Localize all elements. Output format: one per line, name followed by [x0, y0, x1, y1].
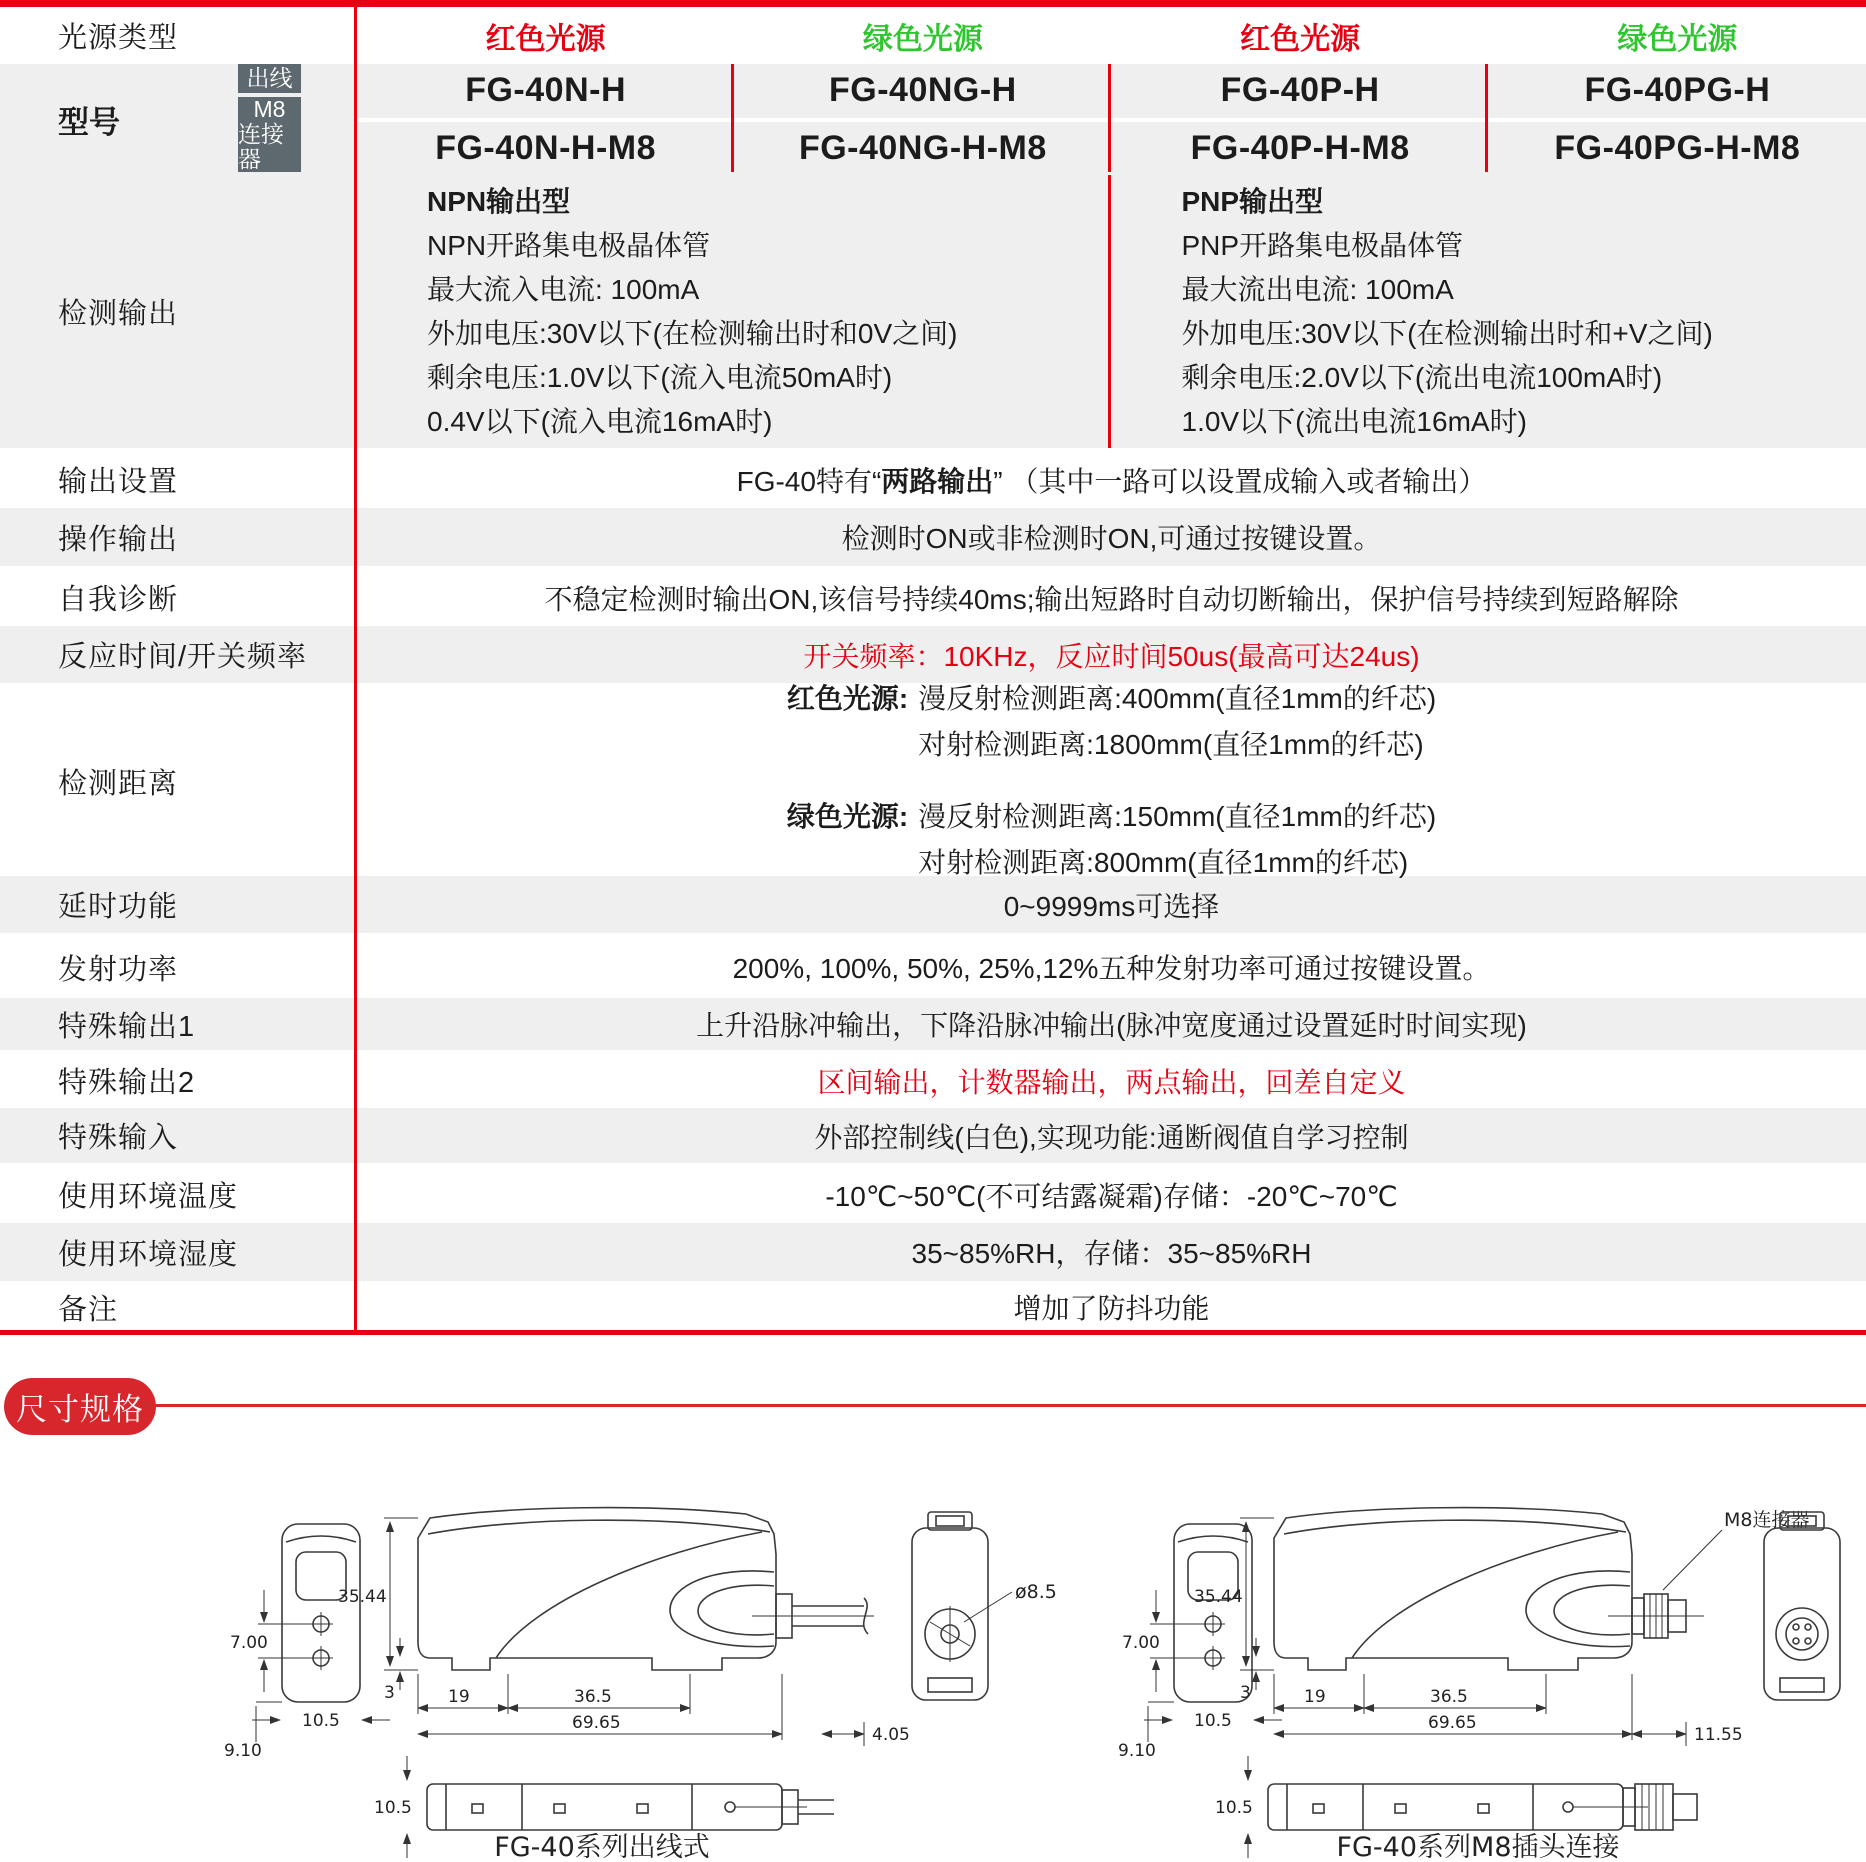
- row-special-output2: [0, 1053, 1866, 1108]
- row-value: -10℃~50℃(不可结露凝霜)存储：-20℃~70℃: [825, 1180, 1398, 1212]
- model-tags: [238, 64, 301, 172]
- col-header-green-2: 绿色光源: [1617, 22, 1738, 56]
- model-fg40p-h: FG-40P-H: [1220, 71, 1380, 110]
- tag-m8-line2: 连接器: [238, 121, 284, 172]
- model-row-cable: [357, 64, 1866, 118]
- model-row-m8: [357, 122, 1866, 176]
- row-label: 光源类型: [58, 22, 179, 54]
- row-label: 自我诊断: [58, 584, 179, 616]
- dim-total-length: 69.65: [572, 1713, 621, 1733]
- os-pre: FG-40特有“: [736, 465, 882, 497]
- pnp-line: 最大流出电流: 100mA: [1181, 273, 1454, 305]
- row-models: [0, 64, 1866, 175]
- row-value: [357, 451, 1866, 508]
- distance-values: [357, 683, 1866, 878]
- row-value: 200%, 100%, 50%, 25%,12%五种发射功率可通过按键设置。: [732, 953, 1491, 984]
- dim-bottom-width: 10.5: [1215, 1798, 1253, 1818]
- row-label: 反应时间/开关频率: [58, 641, 308, 673]
- tag-m8-line1: M8: [253, 96, 286, 122]
- side-view: [1274, 1508, 1704, 1670]
- side-view-dimensions: [1194, 1509, 1809, 1746]
- dim-connector-length: 11.55: [1694, 1725, 1743, 1745]
- npn-line: 剩余电压:1.0V以下(流入电流50mA时): [427, 361, 893, 393]
- dim-19: 19: [448, 1687, 470, 1707]
- dim-body-height: 35.44: [1194, 1587, 1243, 1607]
- row-label: 检测输出: [58, 298, 179, 330]
- row-value: 0~9999ms可选择: [1003, 890, 1220, 922]
- npn-block: [357, 175, 1112, 448]
- model-label: 型号: [58, 105, 120, 140]
- distance-green-line2: 对射检测距离:800mm(直径1mm的纤芯): [918, 847, 1409, 878]
- distance-red-line1: 漫反射检测距离:400mm(直径1mm的纤芯): [918, 683, 1437, 714]
- row-value: 检测时ON或非检测时ON,可通过按键设置。: [841, 523, 1382, 554]
- npn-line: 0.4V以下(流入电流16mA时): [427, 405, 773, 437]
- row-label: 备注: [58, 1293, 119, 1326]
- drawing-caption-m8: FG-40系列M8插头连接: [1336, 1832, 1620, 1862]
- divider-model-col1: [731, 64, 734, 172]
- pnp-line: 剩余电压:2.0V以下(流出电流100mA时): [1181, 361, 1663, 393]
- model-fg40p-h-m8: FG-40P-H-M8: [1190, 128, 1410, 167]
- col-header-green-1: 绿色光源: [862, 22, 983, 56]
- dim-foot-height: 3: [1240, 1683, 1251, 1703]
- m8-connector-label: M8连接器: [1724, 1509, 1810, 1531]
- tag-cable-out: [238, 64, 301, 93]
- pnp-line: PNP开路集电极晶体管: [1181, 229, 1464, 261]
- dim-hole-spacing: 7.00: [230, 1633, 268, 1653]
- row-label: 操作输出: [58, 523, 179, 556]
- drawing-m8-version: [1118, 1472, 1866, 1862]
- npn-line: 最大流入电流: 100mA: [427, 273, 700, 305]
- npn-title: NPN输出型: [427, 185, 571, 217]
- dim-body-height: 35.44: [338, 1587, 387, 1607]
- row-value: 开关频率：10KHz，反应时间50us(最高可达24us): [803, 640, 1420, 672]
- model-fg40pg-h: FG-40PG-H: [1584, 71, 1771, 110]
- model-grid: [357, 64, 1866, 175]
- os-post: ” （其中一路可以设置成输入或者输出）: [993, 465, 1487, 497]
- row-label: 发射功率: [58, 953, 179, 986]
- rear-view: [1764, 1512, 1840, 1700]
- distance-red-label: 红色光源:: [786, 683, 909, 714]
- row-label: 延时功能: [58, 891, 179, 923]
- row-special-output1: [0, 998, 1866, 1053]
- side-view: [418, 1508, 874, 1670]
- row-label: 特殊输入: [58, 1122, 179, 1154]
- side-view-dimensions: [338, 1518, 910, 1746]
- os-bold: 两路输出: [881, 465, 994, 497]
- dim-total-length: 69.65: [1428, 1713, 1477, 1733]
- row-value: 不稳定检测时输出ON,该信号持续40ms;输出短路时自动切断输出，保护信号持续到短路解除: [544, 583, 1679, 615]
- row-value: 区间输出，计数器输出，两点输出，回差自定义: [817, 1066, 1406, 1098]
- pnp-line: 1.0V以下(流出电流16mA时): [1181, 405, 1527, 437]
- dim-hole-diameter: ø8.5: [1015, 1581, 1057, 1603]
- col-header-red-2: 红色光源: [1240, 22, 1361, 56]
- rear-view: [912, 1512, 1057, 1700]
- distance-green-label: 绿色光源:: [786, 801, 909, 832]
- row-light-source: [0, 7, 1866, 64]
- row-detect-distance: [0, 683, 1866, 878]
- dim-365: 36.5: [1430, 1687, 1468, 1707]
- tag-m8-connector: [238, 97, 301, 172]
- dim-bottom-width: 10.5: [374, 1798, 412, 1818]
- distance-green-line1: 漫反射检测距离:150mm(直径1mm的纤芯): [918, 801, 1437, 832]
- row-label: 输出设置: [58, 466, 179, 498]
- row-label: 使用环境湿度: [58, 1238, 239, 1271]
- row-ambient-humidity: [0, 1223, 1866, 1284]
- dim-foot-height: 3: [384, 1683, 395, 1703]
- row-special-input: [0, 1108, 1866, 1166]
- row-output-setting: [0, 451, 1866, 508]
- dim-365: 36.5: [574, 1687, 612, 1707]
- row-label: 特殊输出1: [58, 1010, 196, 1043]
- dim-hole-spacing: 7.00: [1122, 1633, 1160, 1653]
- drawing-caption-cable: FG-40系列出线式: [494, 1832, 710, 1862]
- pnp-title: PNP输出型: [1181, 185, 1324, 217]
- model-label-cell: [0, 64, 357, 175]
- divider-model-col2: [1108, 64, 1111, 172]
- model-fg40pg-h-m8: FG-40PG-H-M8: [1554, 128, 1801, 167]
- tag-cable-text: 出线: [246, 65, 293, 91]
- distance-red-line2: 对射检测距离:1800mm(直径1mm的纤芯): [918, 729, 1424, 760]
- model-fg40ng-h-m8: FG-40NG-H-M8: [798, 128, 1047, 167]
- row-remark: [0, 1284, 1866, 1330]
- dim-front-width: 10.5: [1194, 1711, 1232, 1731]
- row-operate-output: [0, 508, 1866, 569]
- divider-npn-pnp: [1108, 175, 1111, 448]
- dimension-section-badge: 尺寸规格: [4, 1378, 156, 1435]
- front-view: [1118, 1524, 1282, 1761]
- row-detect-output: [0, 175, 1866, 451]
- dim-cable-stub: 4.05: [872, 1725, 910, 1745]
- drawing-cable-version: [222, 1472, 1122, 1862]
- model-fg40n-h-m8: FG-40N-H-M8: [435, 128, 657, 167]
- dim-bottom-offset: 9.10: [1118, 1741, 1156, 1761]
- row-value: 35~85%RH，存储：35~85%RH: [911, 1238, 1312, 1269]
- distance-red: [787, 676, 1436, 768]
- dimension-section-rule: [148, 1404, 1866, 1407]
- divider-model-col3: [1485, 64, 1488, 172]
- front-view: [224, 1524, 390, 1761]
- row-value: 增加了防抖功能: [1013, 1293, 1210, 1324]
- model-fg40n-h: FG-40N-H: [465, 71, 627, 110]
- row-ambient-temperature: [0, 1166, 1866, 1223]
- row-label: 检测距离: [58, 767, 179, 800]
- dim-19: 19: [1304, 1687, 1326, 1707]
- row-label: 使用环境温度: [58, 1181, 239, 1213]
- npn-line: 外加电压:30V以下(在检测输出时和0V之间): [427, 317, 958, 349]
- row-label: 特殊输出2: [58, 1067, 196, 1099]
- distance-green: [787, 794, 1436, 886]
- row-delay-function: [0, 876, 1866, 936]
- col-header-red-1: 红色光源: [485, 22, 606, 56]
- dim-bottom-offset: 9.10: [224, 1741, 262, 1761]
- pnp-block: [1112, 175, 1866, 448]
- model-fg40ng-h: FG-40NG-H: [829, 71, 1017, 110]
- row-self-diagnosis: [0, 569, 1866, 626]
- divider-label-column: [354, 7, 357, 1330]
- row-emit-power: [0, 936, 1866, 998]
- npn-line: NPN开路集电极晶体管: [427, 229, 711, 261]
- row-value: 外部控制线(白色),实现功能:通断阀值自学习控制: [814, 1121, 1409, 1153]
- pnp-line: 外加电压:30V以下(在检测输出时和+V之间): [1181, 317, 1713, 349]
- row-value: 上升沿脉冲输出，下降沿脉冲输出(脉冲宽度通过设置延时时间实现): [696, 1010, 1527, 1041]
- dim-front-width: 10.5: [302, 1711, 340, 1731]
